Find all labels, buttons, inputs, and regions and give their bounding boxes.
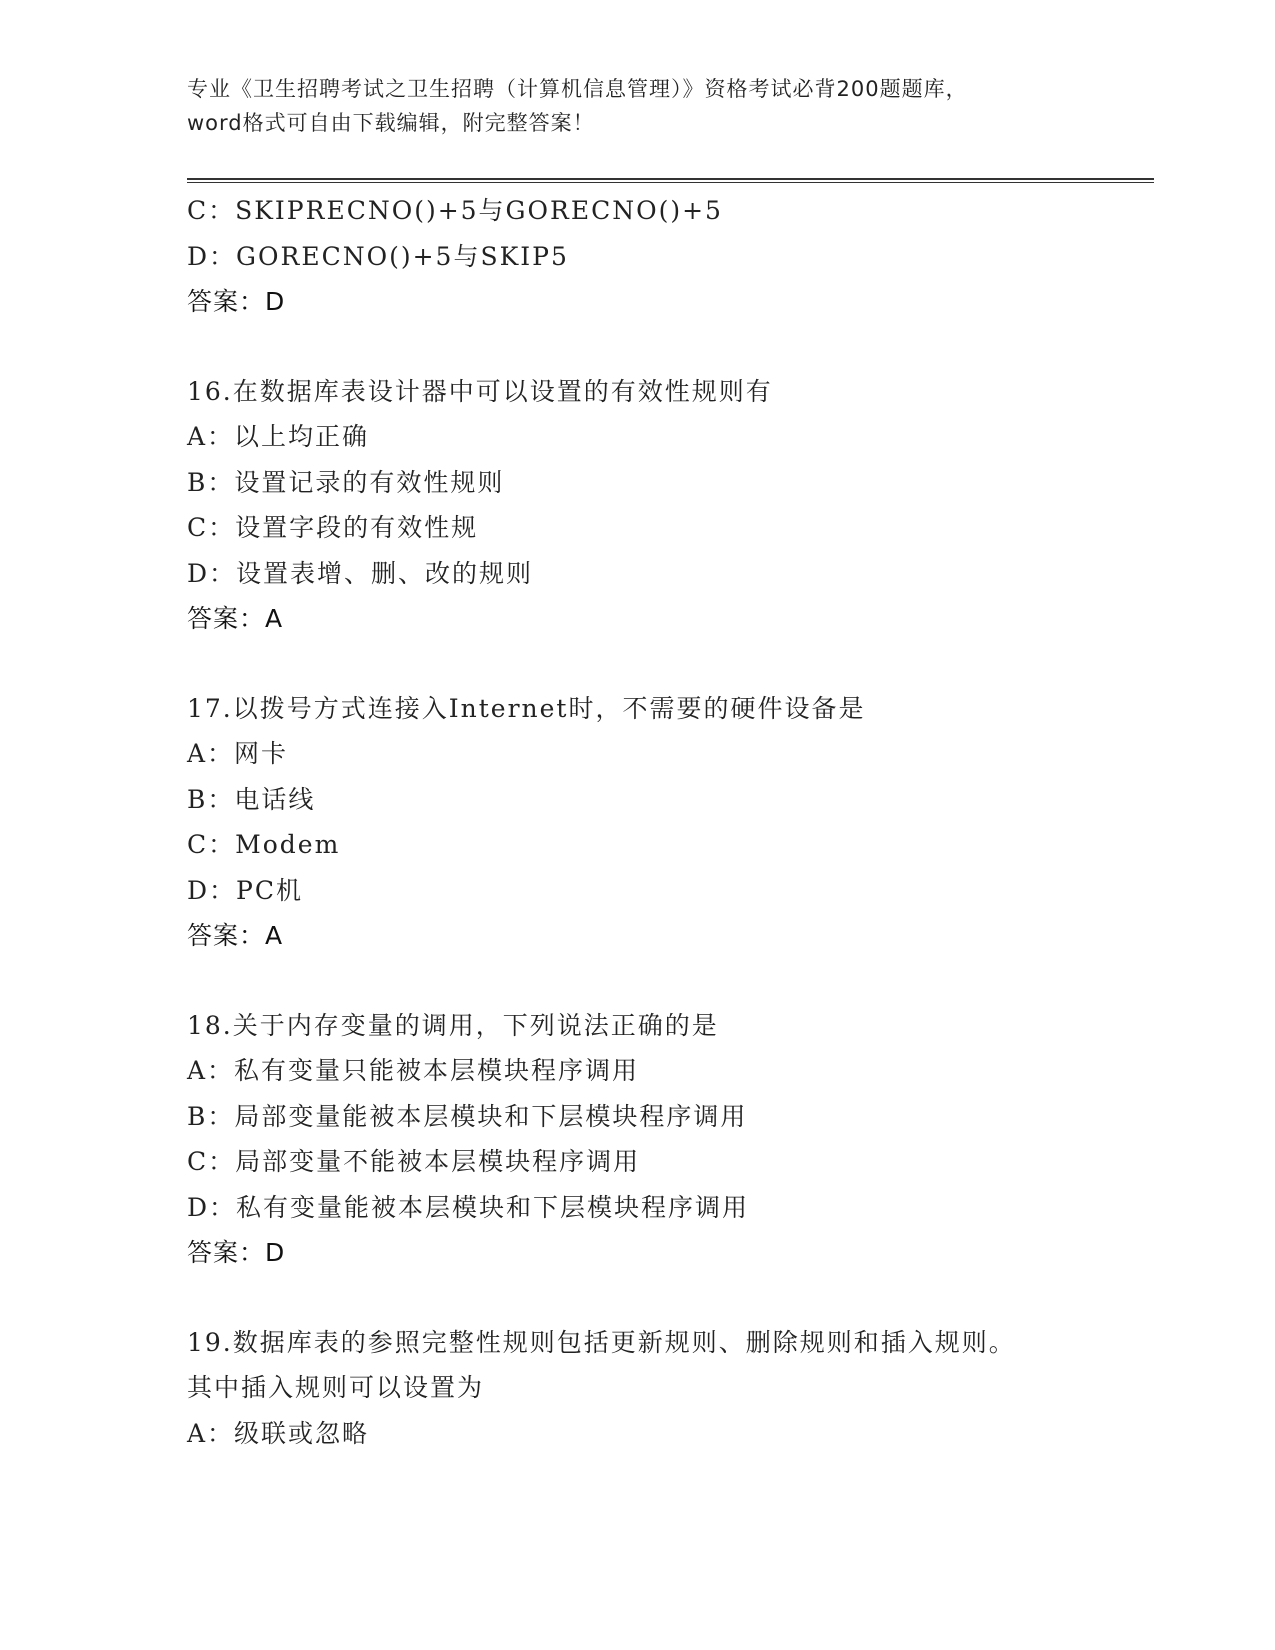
option-c: C：局部变量不能被本层模块程序调用 — [187, 1147, 641, 1176]
question-title-line-1: 19.数据库表的参照完整性规则包括更新规则、删除规则和插入规则。 — [187, 1327, 1016, 1357]
option-c: C：SKIPRECNO()+5与GORECNO()+5 — [187, 196, 723, 225]
question-block-18 — [187, 1003, 1087, 1276]
option-d: D：设置表增、删、改的规则 — [187, 558, 534, 588]
option-c: C：设置字段的有效性规 — [187, 513, 479, 542]
question-block-19 — [187, 1320, 1087, 1457]
question-title: 16.在数据库表设计器中可以设置的有效性规则有 — [187, 376, 773, 406]
header-line-1: 专业《卫生招聘考试之卫生招聘（计算机信息管理）》资格考试必背200题题库， — [187, 77, 968, 101]
option-b: B：局部变量能被本层模块和下层模块程序调用 — [187, 1101, 748, 1131]
question-block-16 — [187, 369, 1087, 642]
option-d: D：PC机 — [187, 875, 303, 905]
header-line-2: word格式可自由下载编辑，附完整答案！ — [187, 111, 595, 135]
option-d: D：私有变量能被本层模块和下层模块程序调用 — [187, 1192, 750, 1222]
option-a: A：网卡 — [187, 739, 289, 768]
option-c: C：Modem — [187, 830, 341, 859]
answer-line: 答案：A — [187, 604, 284, 633]
option-b: B：设置记录的有效性规则 — [187, 467, 505, 497]
question-block-15 — [187, 188, 1087, 325]
option-a: A：私有变量只能被本层模块程序调用 — [187, 1056, 640, 1085]
header-divider — [187, 178, 1154, 184]
answer-line: 答案：A — [187, 921, 284, 950]
question-title: 18.关于内存变量的调用，下列说法正确的是 — [187, 1010, 719, 1040]
answer-line: 答案：D — [187, 287, 286, 316]
option-d: D：GORECNO()+5与SKIP5 — [187, 241, 569, 271]
option-a: A：以上均正确 — [187, 422, 370, 451]
question-title-line-2: 其中插入规则可以设置为 — [187, 1373, 485, 1402]
question-title: 17.以拨号方式连接入Internet时，不需要的硬件设备是 — [187, 693, 866, 723]
option-b: B：电话线 — [187, 784, 316, 814]
question-block-17 — [187, 686, 1087, 959]
answer-line: 答案：D — [187, 1238, 286, 1267]
question-list — [187, 188, 1087, 1456]
document-header — [187, 72, 1087, 140]
option-a: A：级联或忽略 — [187, 1418, 370, 1448]
